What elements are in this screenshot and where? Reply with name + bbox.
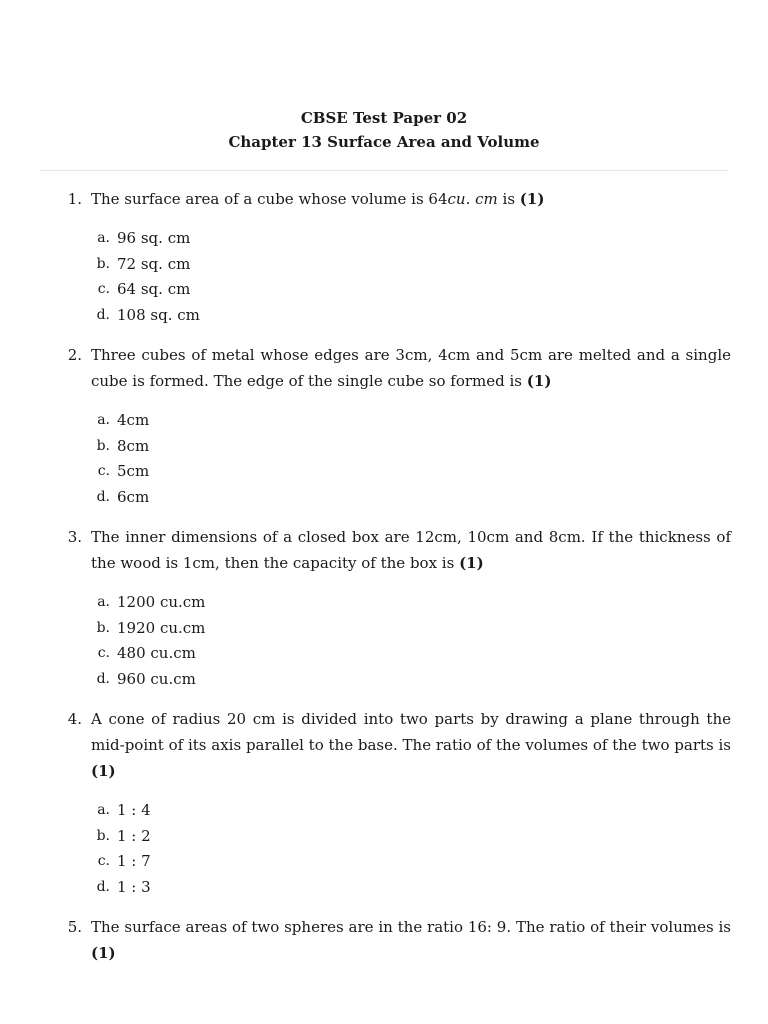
question-number: 3. bbox=[67, 528, 82, 546]
question-stem: Three cubes of metal whose edges are 3cm, 4cm and 5cm are melted and a single cube is formed. The edge of the single cube so formed is bbox=[91, 346, 731, 390]
option-item bbox=[0, 252, 768, 278]
question-text bbox=[91, 914, 731, 966]
question-stem: The surface area of a cube whose volume is 64 bbox=[91, 190, 448, 208]
option-letter: d. bbox=[96, 488, 110, 505]
question-text bbox=[91, 342, 731, 394]
header-divider bbox=[40, 170, 728, 171]
option-item bbox=[0, 849, 768, 875]
option-letter: b. bbox=[96, 437, 110, 454]
option-letter: c. bbox=[97, 645, 110, 661]
option-letter: b. bbox=[96, 255, 110, 272]
question-text bbox=[91, 186, 731, 212]
option-text: 108 sq. cm bbox=[117, 305, 200, 324]
options-list bbox=[0, 408, 768, 510]
option-item bbox=[0, 875, 768, 901]
question-item bbox=[0, 524, 768, 692]
option-text: 64 sq. cm bbox=[117, 280, 191, 298]
marks-label: (1) bbox=[519, 190, 545, 208]
option-text: 1 : 3 bbox=[117, 877, 151, 896]
question-item bbox=[0, 342, 768, 510]
marks-label: (1) bbox=[91, 944, 116, 962]
paper-header bbox=[0, 106, 768, 154]
question-list bbox=[0, 186, 768, 980]
options-list bbox=[0, 226, 768, 328]
question-number: 2. bbox=[67, 346, 82, 364]
option-letter: d. bbox=[96, 306, 110, 323]
question-number: 4. bbox=[67, 710, 82, 728]
option-text: 96 sq. cm bbox=[117, 229, 191, 247]
option-text: 1 : 7 bbox=[117, 852, 151, 870]
option-text: 480 cu.cm bbox=[117, 644, 196, 662]
option-letter: d. bbox=[96, 878, 110, 895]
option-text: 72 sq. cm bbox=[117, 254, 191, 273]
option-letter: a. bbox=[97, 230, 110, 246]
question-item bbox=[0, 186, 768, 328]
option-text: 1920 cu.cm bbox=[117, 618, 206, 637]
option-letter: a. bbox=[97, 802, 110, 818]
option-letter: c. bbox=[97, 853, 110, 869]
option-item bbox=[0, 303, 768, 329]
option-letter: a. bbox=[97, 594, 110, 610]
question-number: 1. bbox=[67, 190, 82, 208]
option-letter: a. bbox=[97, 412, 110, 428]
option-letter: c. bbox=[97, 463, 110, 479]
option-item bbox=[0, 226, 768, 252]
question-item bbox=[0, 706, 768, 900]
options-list bbox=[0, 590, 768, 692]
option-text: 960 cu.cm bbox=[117, 669, 196, 688]
option-item bbox=[0, 667, 768, 693]
question-stem: A cone of radius 20 cm is divided into two parts by drawing a plane through the mid-point of its axis parallel to the base. The ratio of the volumes of the two parts is bbox=[91, 710, 731, 754]
option-letter: b. bbox=[96, 619, 110, 636]
option-item bbox=[0, 408, 768, 434]
option-item bbox=[0, 485, 768, 511]
option-item bbox=[0, 277, 768, 303]
option-item bbox=[0, 616, 768, 642]
option-item bbox=[0, 590, 768, 616]
option-item bbox=[0, 434, 768, 460]
option-letter: d. bbox=[96, 670, 110, 687]
option-letter: c. bbox=[97, 281, 110, 297]
option-text: 5cm bbox=[117, 462, 150, 480]
marks-label: (1) bbox=[526, 372, 552, 390]
option-item bbox=[0, 641, 768, 667]
option-text: 6cm bbox=[117, 487, 150, 506]
question-stem: The inner dimensions of a closed box are 12cm, 10cm and 8cm. If the thickness of the wood is 1cm, then the capacity of the box is bbox=[91, 528, 731, 572]
question-text bbox=[91, 524, 731, 576]
option-item bbox=[0, 459, 768, 485]
question-item bbox=[0, 914, 768, 966]
option-text: 4cm bbox=[117, 411, 150, 429]
chapter-title: Chapter 13 Surface Area and Volume bbox=[228, 133, 540, 151]
option-item bbox=[0, 798, 768, 824]
option-text: 1 : 2 bbox=[117, 826, 151, 845]
marks-label: (1) bbox=[91, 762, 116, 780]
option-letter: b. bbox=[96, 827, 110, 844]
options-list bbox=[0, 798, 768, 900]
question-stem: The surface areas of two spheres are in the ratio 16: 9. The ratio of their volumes is bbox=[91, 918, 731, 936]
math-expression: cu. cm bbox=[447, 190, 498, 208]
paper-title: CBSE Test Paper 02 bbox=[300, 109, 468, 127]
option-text: 8cm bbox=[117, 436, 150, 455]
question-stem-tail: is bbox=[497, 190, 520, 208]
question-text bbox=[91, 706, 731, 784]
question-number: 5. bbox=[67, 918, 82, 936]
option-item bbox=[0, 824, 768, 850]
option-text: 1200 cu.cm bbox=[117, 593, 206, 611]
marks-label: (1) bbox=[459, 554, 484, 572]
option-text: 1 : 4 bbox=[117, 801, 151, 819]
